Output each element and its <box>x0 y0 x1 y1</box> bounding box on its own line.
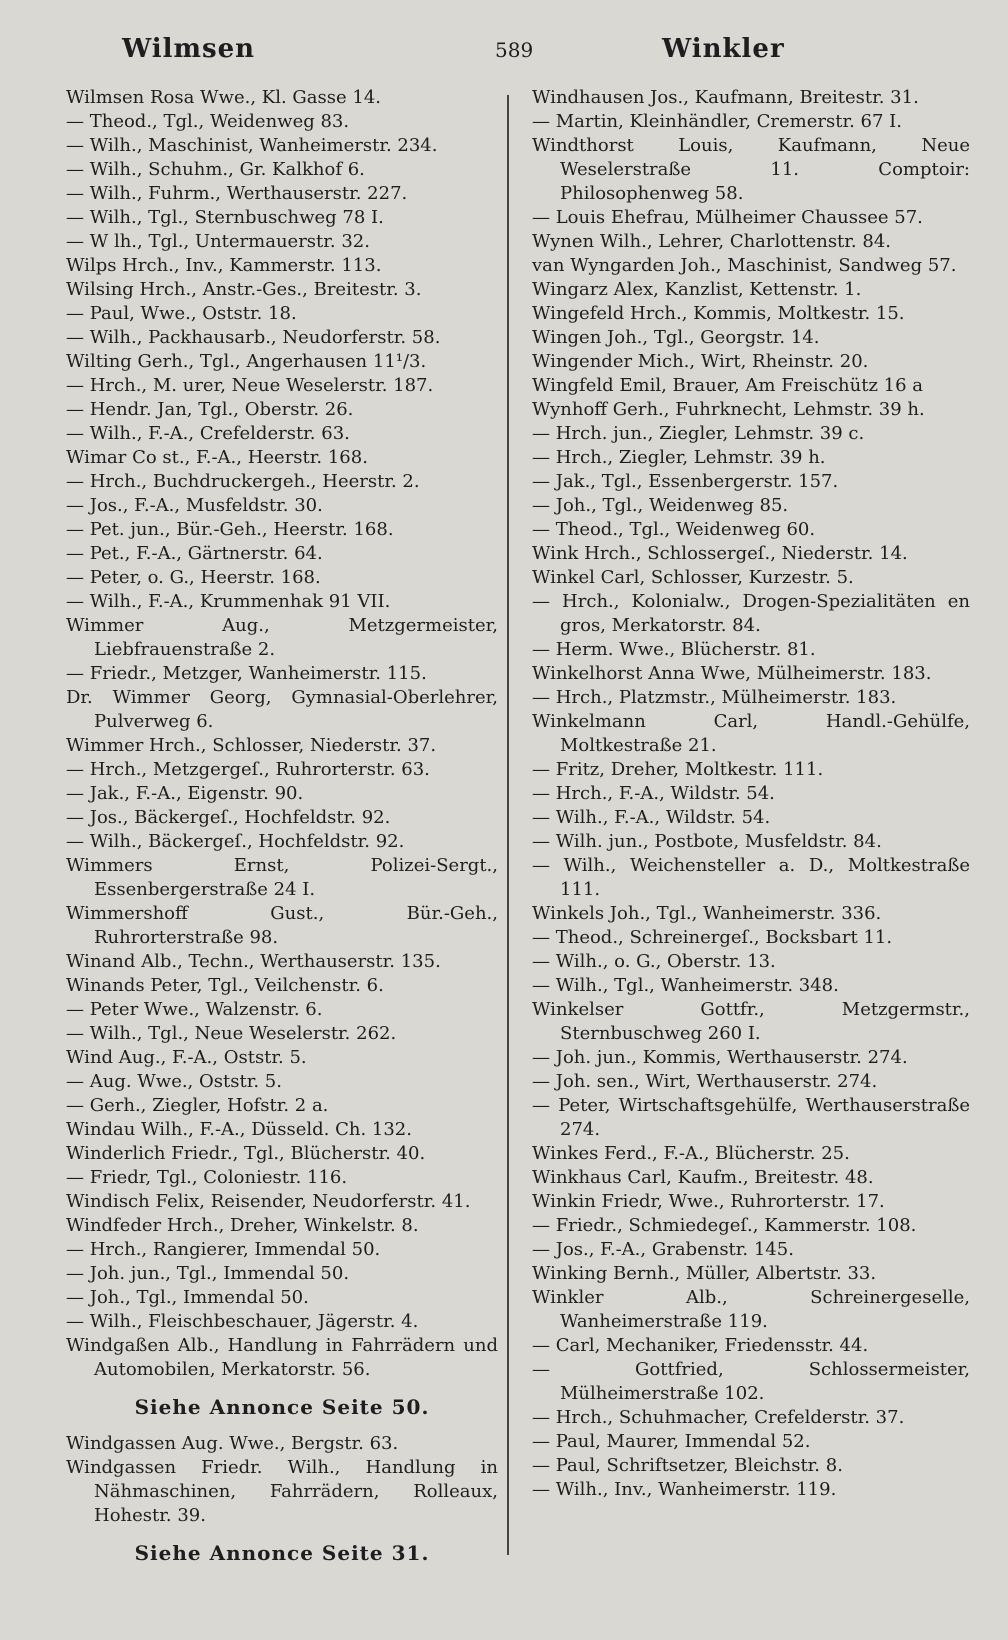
directory-entry: Winderlich Friedr., Tgl., Blücherstr. 40. <box>66 1143 426 1164</box>
directory-entry: — Hrch., Platzmstr., Mülheimerstr. 183. <box>532 687 897 708</box>
directory-entry: — Jak., Tgl., Essenbergerstr. 157. <box>532 471 839 492</box>
directory-entry: — Wilh., Packhausarb., Neudorferstr. 58. <box>66 327 441 348</box>
directory-entry: — Wilh., Schuhm., Gr. Kalkhof 6. <box>66 159 365 180</box>
directory-entry: — W lh., Tgl., Untermauerstr. 32. <box>66 231 370 252</box>
directory-entry: Winking Bernh., Müller, Albertstr. 33. <box>532 1263 877 1284</box>
directory-entry: — Hrch., Buchdruckergeh., Heerstr. 2. <box>66 471 420 492</box>
directory-entry: Wilps Hrch., Inv., Kammerstr. 113. <box>66 255 382 276</box>
directory-entry: Windau Wilh., F.-A., Düsseld. Ch. 132. <box>66 1119 412 1140</box>
directory-entry: — Joh., Tgl., Weidenweg 85. <box>532 495 789 516</box>
directory-entry: — Aug. Wwe., Oststr. 5. <box>66 1071 282 1092</box>
directory-entry: Winkelmann Carl, Handl.-Gehülfe, Moltkestraße 21. <box>532 711 970 756</box>
directory-entry: Winkels Joh., Tgl., Wanheimerstr. 336. <box>532 903 882 924</box>
directory-entry: Winkel Carl, Schlosser, Kurzestr. 5. <box>532 567 854 588</box>
directory-entry: Winand Alb., Techn., Werthauserstr. 135. <box>66 951 441 972</box>
directory-entry: — Peter Wwe., Walzenstr. 6. <box>66 999 323 1020</box>
directory-entry: — Wilh. jun., Postbote, Musfeldstr. 84. <box>532 831 882 852</box>
directory-entry: — Jos., Bäckergeſ., Hochfeldstr. 92. <box>66 807 391 828</box>
directory-entry: Winkelser Gottfr., Metzgermstr., Sternbuschweg 260 I. <box>532 999 970 1044</box>
directory-entry: — Friedr., Schmiedegeſ., Kammerstr. 108. <box>532 1215 917 1236</box>
directory-entry: — Jak., F.-A., Eigenstr. 90. <box>66 783 304 804</box>
directory-entry: Winkhaus Carl, Kaufm., Breitestr. 48. <box>532 1167 874 1188</box>
directory-entry: Wimmershoff Gust., Bür.-Geh., Ruhrorterstraße 98. <box>66 903 498 948</box>
directory-entry: Windthorst Louis, Kaufmann, Neue Weselerstraße 11. Comptoir: Philosophenweg 58. <box>532 135 970 204</box>
directory-entry: — Wilh., Fleischbeschauer, Jägerstr. 4. <box>66 1311 419 1332</box>
directory-entry: — Wilh., F.-A., Krummenhak 91 VII. <box>66 591 391 612</box>
directory-entry: — Paul, Schriftsetzer, Bleichstr. 8. <box>532 1455 843 1476</box>
directory-entry: Wimmers Ernst, Polizei-Sergt., Essenbergerstraße 24 I. <box>66 855 498 900</box>
directory-entry: — Hendr. Jan, Tgl., Oberstr. 26. <box>66 399 354 420</box>
directory-entry: Wynen Wilh., Lehrer, Charlottenstr. 84. <box>532 231 891 252</box>
directory-entry: Windgassen Aug. Wwe., Bergstr. 63. <box>66 1433 399 1454</box>
directory-entry: Windgassen Friedr. Wilh., Handlung in Nähmaschinen, Fahrrädern, Rolleaux, Hohestr. 39. <box>66 1457 498 1526</box>
directory-entry: Winkin Friedr, Wwe., Ruhrorterstr. 17. <box>532 1191 885 1212</box>
directory-entry: Wingfeld Emil, Brauer, Am Freischütz 16 a <box>532 375 924 396</box>
directory-entry: Windisch Felix, Reisender, Neudorferstr. 41. <box>66 1191 471 1212</box>
directory-entry: Winkelhorst Anna Wwe, Mülheimerstr. 183. <box>532 663 932 684</box>
page-header <box>60 34 968 74</box>
directory-entry: Wimmer Aug., Metzgermeister, Liebfrauenstraße 2. <box>66 615 498 660</box>
directory-entry: — Hrch., Metzgergeſ., Ruhrorterstr. 63. <box>66 759 430 780</box>
advertisement-notice-2: Siehe Annonce Seite 31. <box>134 1541 430 1565</box>
directory-entry: Winkler Alb., Schreinergeselle, Wanheimerstraße 119. <box>532 1287 970 1332</box>
directory-entry: van Wyngarden Joh., Maschinist, Sandweg 57. <box>532 255 957 276</box>
directory-entry: — Paul, Maurer, Immendal 52. <box>532 1431 811 1452</box>
directory-entry: — Louis Ehefrau, Mülheimer Chaussee 57. <box>532 207 923 228</box>
directory-entry: — Jos., F.-A., Musfeldstr. 30. <box>66 495 323 516</box>
advertisement-notice-1: Siehe Annonce Seite 50. <box>134 1395 430 1419</box>
directory-entry: — Hrch. jun., Ziegler, Lehmstr. 39 c. <box>532 423 865 444</box>
directory-entry: Wingender Mich., Wirt, Rheinstr. 20. <box>532 351 869 372</box>
directory-entry: — Gerh., Ziegler, Hofstr. 2 a. <box>66 1095 329 1116</box>
column-divider <box>507 95 509 1555</box>
directory-entry: Wink Hrch., Schlossergeſ., Niederstr. 14. <box>532 543 908 564</box>
directory-entry: — Theod., Tgl., Weidenweg 60. <box>532 519 816 540</box>
directory-entry: — Hrch., Ziegler, Lehmstr. 39 h. <box>532 447 826 468</box>
directory-entry: Wimar Co st., F.-A., Heerstr. 168. <box>66 447 368 468</box>
directory-entry: — Martin, Kleinhändler, Cremerstr. 67 I. <box>532 111 902 132</box>
directory-entry: Wilmsen Rosa Wwe., Kl. Gasse 14. <box>66 87 382 108</box>
directory-entry: — Carl, Mechaniker, Friedensstr. 44. <box>532 1335 869 1356</box>
directory-entry: — Theod., Schreinergeſ., Bocksbart 11. <box>532 927 893 948</box>
page-number: 589 <box>495 38 534 62</box>
directory-entry: — Joh. jun., Tgl., Immendal 50. <box>66 1263 350 1284</box>
directory-entry: — Wilh., Maschinist, Wanheimerstr. 234. <box>66 135 438 156</box>
directory-entry: Wingen Joh., Tgl., Georgstr. 14. <box>532 327 820 348</box>
directory-entry: — Wilh., Weichensteller a. D., Moltkestraße 111. <box>532 855 970 900</box>
header-left-keyword: Wilmsen <box>122 34 256 64</box>
directory-entry: Wind Aug., F.-A., Oststr. 5. <box>66 1047 307 1068</box>
directory-entry: — Hrch., Schuhmacher, Crefelderstr. 37. <box>532 1407 905 1428</box>
directory-entry: — Peter, Wirtschaftsgehülfe, Werthauserstraße 274. <box>532 1095 970 1140</box>
directory-entry: Winkes Ferd., F.-A., Blücherstr. 25. <box>532 1143 850 1164</box>
directory-entry: — Pet., F.-A., Gärtnerstr. 64. <box>66 543 323 564</box>
right-column <box>532 86 970 1502</box>
directory-entry: — Wilh., Tgl., Wanheimerstr. 348. <box>532 975 839 996</box>
directory-entry: Windhausen Jos., Kaufmann, Breitestr. 31. <box>532 87 919 108</box>
directory-entry: Dr. Wimmer Georg, Gymnasial-Oberlehrer, Pulverweg 6. <box>66 687 498 732</box>
directory-entry: — Peter, o. G., Heerstr. 168. <box>66 567 321 588</box>
directory-entry: — Wilh., F.-A., Crefelderstr. 63. <box>66 423 350 444</box>
directory-entry: — Pet. jun., Bür.-Geh., Heerstr. 168. <box>66 519 394 540</box>
directory-entry: — Friedr, Tgl., Coloniestr. 116. <box>66 1167 348 1188</box>
directory-entry: — Gottfried, Schlossermeister, Mülheimerstraße 102. <box>532 1359 970 1404</box>
directory-entry: Wilting Gerh., Tgl., Angerhausen 11¹/3. <box>66 351 427 372</box>
left-entries-2 <box>66 1432 498 1528</box>
directory-entry: — Jos., F.-A., Grabenstr. 145. <box>532 1239 794 1260</box>
directory-entry: — Wilh., Tgl., Neue Weselerstr. 262. <box>66 1023 397 1044</box>
directory-entry: — Theod., Tgl., Weidenweg 83. <box>66 111 350 132</box>
directory-entry: Wynhoff Gerh., Fuhrknecht, Lehmstr. 39 h. <box>532 399 925 420</box>
directory-entry: — Joh. jun., Kommis, Werthauserstr. 274. <box>532 1047 908 1068</box>
directory-entry: — Friedr., Metzger, Wanheimerstr. 115. <box>66 663 427 684</box>
directory-entry: — Herm. Wwe., Blücherstr. 81. <box>532 639 816 660</box>
directory-entry: Wimmer Hrch., Schlosser, Niederstr. 37. <box>66 735 437 756</box>
directory-entry: — Paul, Wwe., Oststr. 18. <box>66 303 297 324</box>
left-column <box>66 86 498 1578</box>
directory-entry: — Hrch., Kolonialw., Drogen-Spezialitäten en gros, Merkatorstr. 84. <box>532 591 970 636</box>
directory-entry: — Joh., Tgl., Immendal 50. <box>66 1287 309 1308</box>
directory-entry: Wingarz Alex, Kanzlist, Kettenstr. 1. <box>532 279 862 300</box>
directory-entry: — Joh. sen., Wirt, Werthauserstr. 274. <box>532 1071 878 1092</box>
directory-entry: — Wilh., Bäckergeſ., Hochfeldstr. 92. <box>66 831 405 852</box>
directory-entry: — Fritz, Dreher, Moltkestr. 111. <box>532 759 824 780</box>
directory-entry: Windfeder Hrch., Dreher, Winkelstr. 8. <box>66 1215 419 1236</box>
directory-entry: — Hrch., M. urer, Neue Weselerstr. 187. <box>66 375 434 396</box>
directory-entry: — Wilh., o. G., Oberstr. 13. <box>532 951 776 972</box>
directory-entry: — Hrch., F.-A., Wildstr. 54. <box>532 783 775 804</box>
directory-entry: Wilsing Hrch., Anstr.-Ges., Breitestr. 3. <box>66 279 422 300</box>
header-right-keyword: Winkler <box>662 34 785 64</box>
directory-entry: — Wilh., F.-A., Wildstr. 54. <box>532 807 771 828</box>
right-entries <box>532 86 970 1502</box>
directory-entry: Windgaßen Alb., Handlung in Fahrrädern und Automobilen, Merkatorstr. 56. <box>66 1335 498 1380</box>
directory-entry: Winands Peter, Tgl., Veilchenstr. 6. <box>66 975 384 996</box>
directory-entry: Wingefeld Hrch., Kommis, Moltkestr. 15. <box>532 303 905 324</box>
left-entries <box>66 86 498 1382</box>
directory-entry: — Hrch., Rangierer, Immendal 50. <box>66 1239 381 1260</box>
directory-entry: — Wilh., Inv., Wanheimerstr. 119. <box>532 1479 837 1500</box>
directory-entry: — Wilh., Fuhrm., Werthauserstr. 227. <box>66 183 408 204</box>
directory-entry: — Wilh., Tgl., Sternbuschweg 78 I. <box>66 207 384 228</box>
